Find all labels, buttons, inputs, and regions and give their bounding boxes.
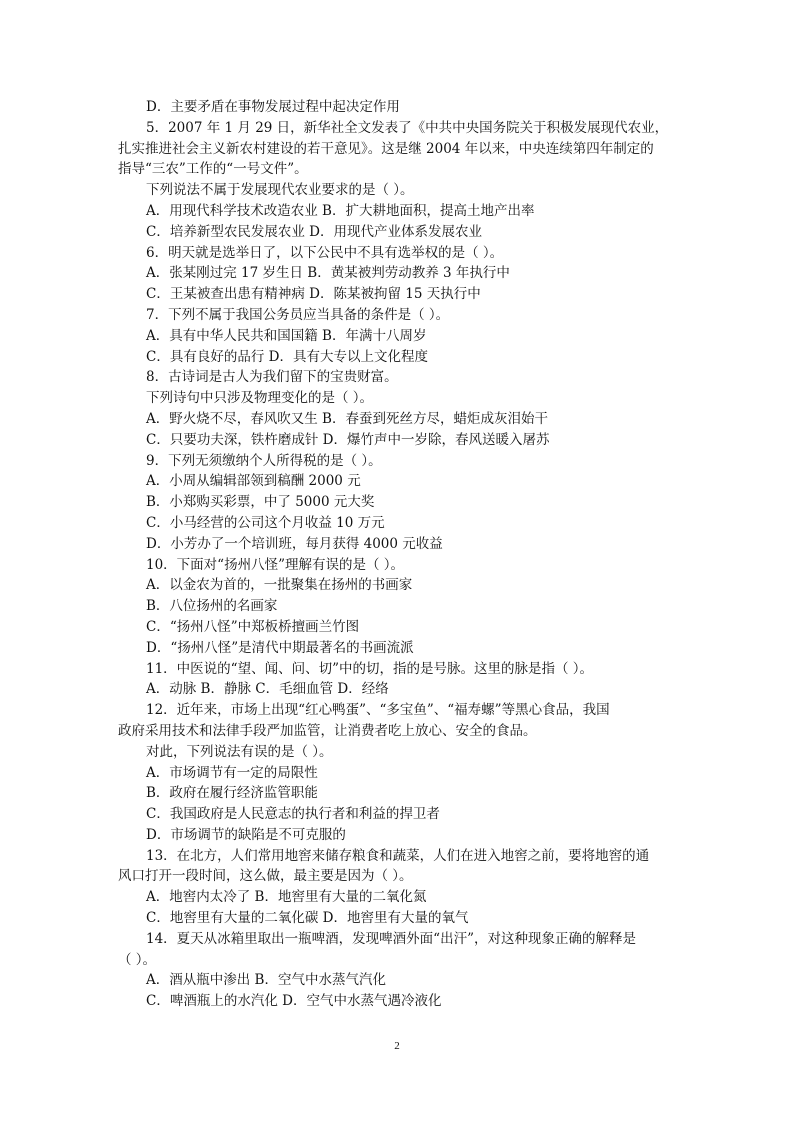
text-line: D．小芳办了一个培训班，每月获得 4000 元收益: [146, 535, 443, 552]
text-line: A．张某刚过完 17 岁生日 B．黄某被判劳动教养 3 年执行中: [146, 265, 510, 282]
page-number: 2: [394, 1040, 400, 1052]
text-line: 下列说法不属于发展现代农业要求的是（ ）。: [146, 182, 414, 199]
text-line: 8．古诗词是古人为我们留下的宝贵财富。: [146, 369, 398, 386]
text-line: 5．2007 年 1 月 29 日，新华社全文发表了《中共中央国务院关于积极发展现代农业，: [146, 119, 669, 136]
text-line: 对此，下列说法有误的是（ ）。: [146, 743, 333, 760]
text-line: A．野火烧不尽，春风吹又生 B．春蚕到死丝方尽，蜡炬成灰泪始干: [146, 410, 548, 427]
text-line: A．小周从编辑部领到稿酬 2000 元: [146, 473, 361, 490]
text-line: A．市场调节有一定的局限性: [146, 764, 318, 781]
text-line: A．用现代科学技术改造农业 B．扩大耕地面积，提高土地产出率: [146, 202, 535, 219]
text-line: 下列诗句中只涉及物理变化的是（ ）。: [146, 390, 374, 407]
text-line: 风口打开一段时间，这么做，最主要是因为（ ）。: [118, 868, 413, 885]
text-line: B．八位扬州的名画家: [146, 598, 278, 615]
text-line: A．以金农为首的，一批聚集在扬州的书画家: [146, 577, 413, 594]
question-text-body: [118, 97, 678, 1012]
text-line: A．酒从瓶中渗出 B．空气中水蒸气汽化: [146, 972, 386, 989]
text-line: C．只要功夫深，铁杵磨成针 D．爆竹声中一岁除，春风送暖入屠苏: [146, 431, 550, 448]
text-line: 政府采用技术和法律手段严加监管，让消费者吃上放心、安全的食品。: [118, 722, 537, 739]
text-line: A．地窖内太冷了 B．地窖里有大量的二氧化氮: [146, 889, 427, 906]
text-line: （ ）。: [118, 951, 157, 968]
text-line: C．具有良好的品行 D．具有大专以上文化程度: [146, 348, 428, 365]
text-line: 9．下列无须缴纳个人所得税的是（ ）。: [146, 452, 382, 469]
text-line: D．市场调节的缺陷是不可克服的: [146, 826, 346, 843]
text-line: C．啤酒瓶上的水汽化 D．空气中水蒸气遇冷液化: [146, 993, 442, 1010]
text-line: 扎实推进社会主义新农村建设的若干意见》。这是继 2004 年以来，中央连续第四年制定的: [118, 140, 654, 157]
text-line: B．政府在履行经济监管职能: [146, 785, 318, 802]
text-line: C．王某被查出患有精神病 D．陈某被拘留 15 天执行中: [146, 286, 481, 303]
text-line: 10．下面对“扬州八怪”理解有误的是（ ）。: [146, 556, 405, 573]
text-line: A．具有中华人民共和国国籍 B．年满十八周岁: [146, 327, 427, 344]
text-line: 指导“三农”工作的“一号文件”。: [118, 161, 308, 178]
text-line: A．动脉 B．静脉 C．毛细血管 D．经络: [146, 681, 389, 698]
text-line: C．小马经营的公司这个月收益 10 万元: [146, 514, 385, 531]
text-line: 13．在北方，人们常用地窖来储存粮食和蔬菜，人们在进入地窖之前，要将地窖的通: [146, 847, 650, 864]
text-line: D．主要矛盾在事物发展过程中起决定作用: [146, 99, 400, 115]
text-line: 6．明天就是选举日了，以下公民中不具有选举权的是（ ）。: [146, 244, 504, 261]
text-line: 7．下列不属于我国公务员应当具备的条件是（ ）。: [146, 306, 450, 323]
text-line: C．“扬州八怪”中郑板桥擅画兰竹图: [146, 618, 360, 635]
text-line: B．小郑购买彩票，中了 5000 元大奖: [146, 494, 375, 511]
text-line: C．我国政府是人民意志的执行者和利益的捍卫者: [146, 806, 440, 823]
text-line: D．“扬州八怪”是清代中期最著名的书画流派: [146, 639, 414, 656]
text-line: 14．夏天从冰箱里取出一瓶啤酒，发现啤酒外面“出汗”，对这种现象正确的解释是: [146, 930, 636, 947]
text-line: C．培养新型农民发展农业 D．用现代产业体系发展农业: [146, 223, 482, 240]
text-line: 11．中医说的“望、闻、问、切”中的切，指的是号脉。这里的脉是指（ ）。: [146, 660, 594, 677]
text-line: C．地窖里有大量的二氧化碳 D．地窖里有大量的氧气: [146, 910, 469, 927]
text-line: 12．近年来，市场上出现“红心鸭蛋”、“多宝鱼”、“福寿螺”等黑心食品，我国: [146, 702, 610, 719]
